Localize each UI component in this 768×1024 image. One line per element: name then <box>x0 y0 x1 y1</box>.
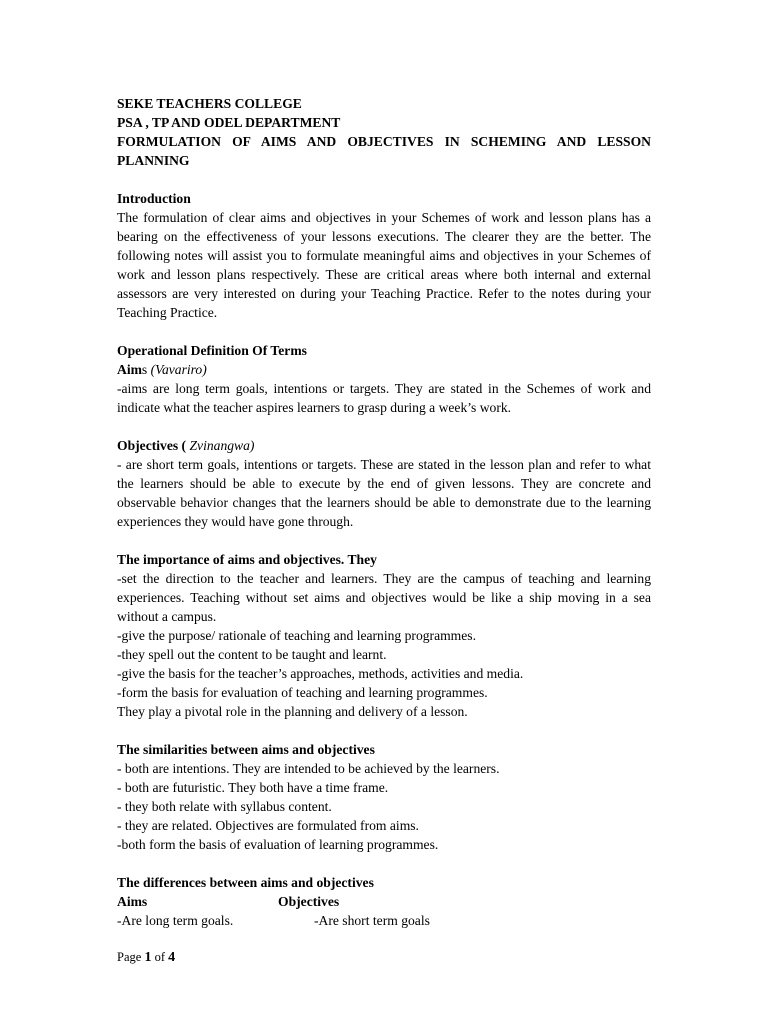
page-label: Page <box>117 950 145 964</box>
definitions-heading: Operational Definition Of Terms <box>117 343 307 358</box>
page-number: 1 <box>144 950 152 965</box>
college-name: SEKE TEACHERS COLLEGE <box>117 96 302 111</box>
aims-cell: -Are long term goals. <box>117 913 234 928</box>
objectives-translation: Zvinangwa) <box>189 438 255 453</box>
document-page <box>117 94 651 930</box>
objectives-term <box>117 436 651 455</box>
of-label: of <box>151 950 169 964</box>
importance-first-item: -set the direction to the teacher and learners. They are the campus of teaching and learning experiences. Teaching without set aims and objectives would be like a ship moving in a sea without a campus. <box>117 571 651 624</box>
aims-term-rest: s <box>141 362 151 377</box>
importance-heading: The importance of aims and objectives. They <box>117 552 377 567</box>
spacer <box>117 531 651 550</box>
spacer <box>117 854 651 873</box>
aims-definition: -aims are long term goals, intentions or targets. They are stated in the Schemes of work and indicate what the teacher aspires learners to grasp during a week’s work. <box>117 381 651 415</box>
list-item: -both form the basis of evaluation of learning programmes. <box>117 837 439 852</box>
objectives-term-bold: Objectives ( <box>117 438 190 453</box>
list-item: -form the basis for evaluation of teaching and learning programmes. <box>117 685 488 700</box>
list-item: - both are futuristic. They both have a time frame. <box>117 780 389 795</box>
list-item: - both are intentions. They are intended to be achieved by the learners. <box>117 761 500 776</box>
document-title: FORMULATION OF AIMS AND OBJECTIVES IN SCHEMING AND LESSON PLANNING <box>117 134 651 168</box>
similarities-heading: The similarities between aims and objectives <box>117 742 375 757</box>
differences-row <box>117 911 651 930</box>
introduction-heading: Introduction <box>117 191 191 206</box>
page-footer <box>117 948 175 967</box>
list-item: - they are related. Objectives are formulated from aims. <box>117 818 419 833</box>
aims-column-header: Aims <box>117 894 148 909</box>
aims-translation: (Vavariro) <box>150 362 207 377</box>
aims-term-bold: Aim <box>117 362 142 377</box>
list-item: They play a pivotal role in the planning and delivery of a lesson. <box>117 704 468 719</box>
spacer <box>117 170 651 189</box>
spacer <box>117 322 651 341</box>
differences-header-row <box>117 892 651 911</box>
objectives-cell: -Are short term goals <box>314 913 430 928</box>
objectives-column-header: Objectives <box>278 894 340 909</box>
list-item: -give the purpose/ rationale of teaching and learning programmes. <box>117 628 476 643</box>
list-item: - they both relate with syllabus content. <box>117 799 332 814</box>
list-item: -give the basis for the teacher’s approaches, methods, activities and media. <box>117 666 524 681</box>
aims-term <box>117 360 651 379</box>
differences-heading: The differences between aims and objectives <box>117 875 374 890</box>
list-item: -they spell out the content to be taught and learnt. <box>117 647 387 662</box>
department-name: PSA , TP AND ODEL DEPARTMENT <box>117 115 341 130</box>
introduction-body: The formulation of clear aims and objectives in your Schemes of work and lesson plans has a bearing on the effectiveness of your lessons executions. The clearer they are the better. The following notes will assist you to formulate meaningful aims and objectives in your Schemes of work and lesson plans respectively. These are critical areas where both internal and external assessors are very interested on during your Teaching Practice. Refer to the notes during your Teaching Practice. <box>117 210 651 320</box>
page-total: 4 <box>168 950 176 965</box>
objectives-definition: - are short term goals, intentions or targets. These are stated in the lesson plan and refer to what the learners should be able to execute by the end of given lessons. They are concrete and observable behavior changes that the learners should be able to demonstrate due to the learning experiences they would have gone through. <box>117 457 651 529</box>
spacer <box>117 721 651 740</box>
spacer <box>117 417 651 436</box>
